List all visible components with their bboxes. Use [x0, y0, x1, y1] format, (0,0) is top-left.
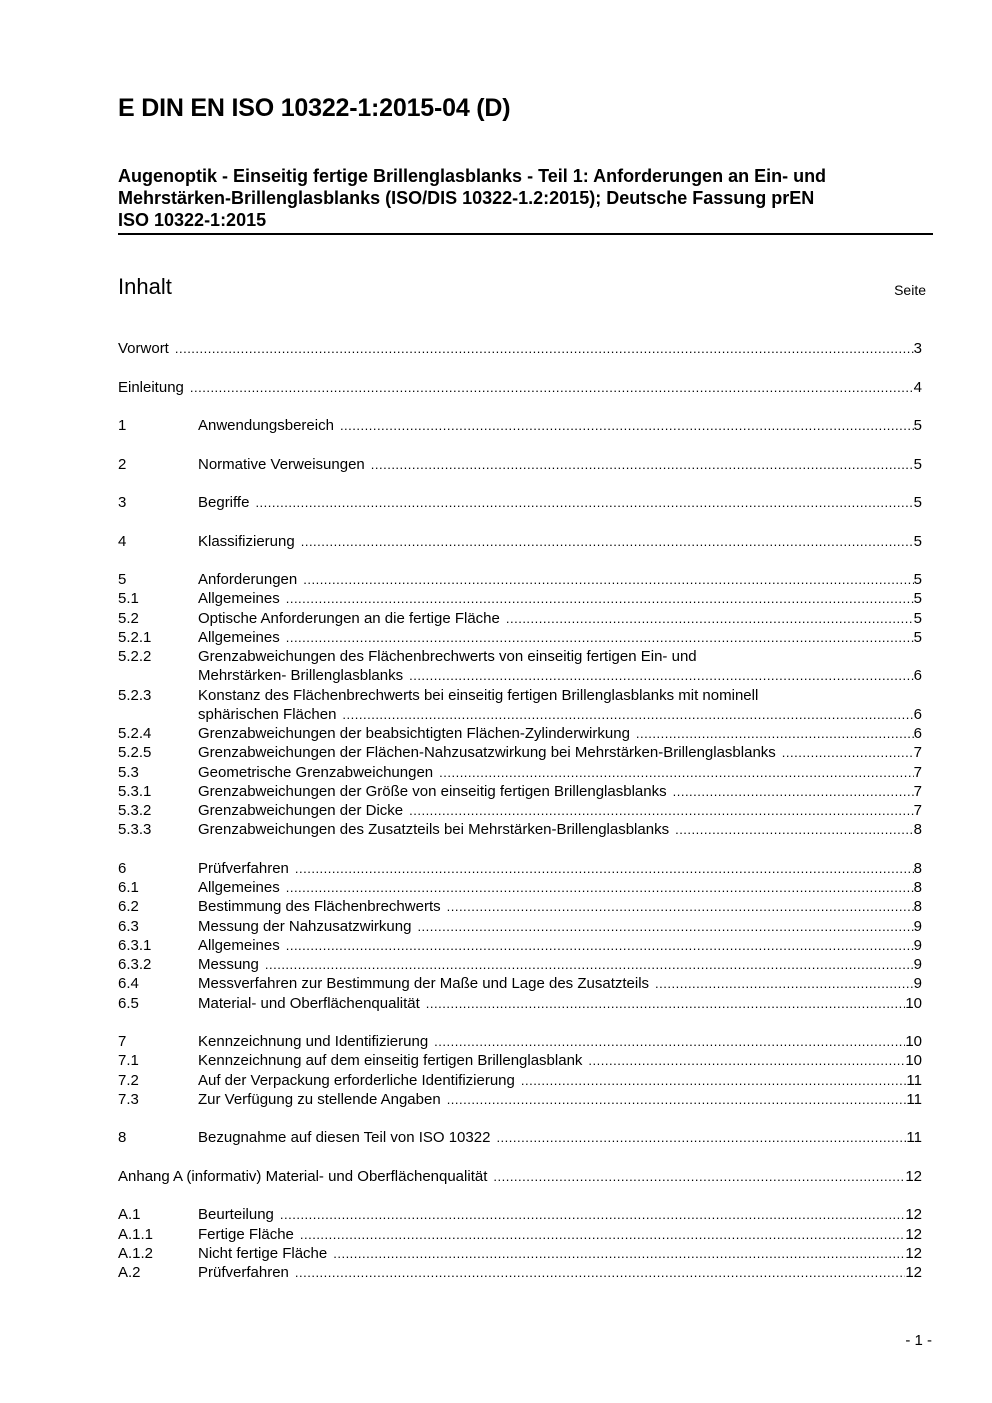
toc-entry-title: Geometrische Grenzabweichungen	[198, 763, 434, 781]
toc-heading: Inhalt	[118, 274, 172, 299]
toc-leader-dots	[286, 628, 914, 647]
toc-entry-page: 10	[905, 994, 922, 1012]
document-id: E DIN EN ISO 10322-1:2015-04 (D)	[118, 94, 511, 122]
toc-entry-page: 12	[905, 1225, 922, 1243]
toc-entry-page: 5	[913, 590, 922, 608]
toc-entry-title: Klassifizierung	[198, 532, 295, 550]
toc-entry-page: 9	[913, 975, 922, 993]
toc-entry-number: 6.3.1	[118, 936, 152, 954]
toc-entry[interactable]	[118, 532, 922, 551]
toc-leader-dots	[447, 897, 914, 916]
toc-entry[interactable]	[118, 1205, 922, 1224]
toc-entry-page: 7	[913, 744, 922, 762]
toc-entry-page: 8	[913, 859, 922, 877]
subtitle-line: Mehrstärken-Brillenglasblanks (ISO/DIS 10322-1.2:2015); Deutsche Fassung prEN	[118, 188, 815, 208]
toc-entry-page: 5	[913, 532, 922, 550]
toc-entry[interactable]	[118, 955, 922, 974]
toc-leader-dots	[280, 1205, 905, 1224]
toc-entry-number: 6.4	[118, 975, 139, 993]
toc-entry-title: Allgemeines	[198, 936, 280, 954]
toc-leader-dots	[295, 859, 914, 878]
toc-entry-page: 6	[913, 705, 922, 723]
toc-leader-dots	[506, 609, 914, 628]
toc-leader-dots	[303, 570, 913, 589]
toc-entry[interactable]	[118, 686, 922, 725]
toc-entry-title: Kennzeichnung auf dem einseitig fertigen Brillenglasblank	[198, 1052, 583, 1070]
toc-entry[interactable]	[118, 974, 922, 993]
toc-entry[interactable]	[118, 897, 922, 916]
toc-entry-title: Kennzeichnung und Identifizierung	[198, 1033, 429, 1050]
toc-entry[interactable]	[118, 1244, 922, 1263]
toc-entry[interactable]	[118, 1051, 922, 1070]
toc-leader-dots	[636, 724, 914, 743]
toc-entry[interactable]	[118, 589, 922, 608]
toc-entry-title: Messverfahren zur Bestimmung der Maße und Lage des Zusatzteils	[198, 975, 650, 993]
toc-leader-dots	[675, 820, 914, 839]
toc-leader-dots	[426, 994, 906, 1013]
toc-entry[interactable]	[118, 339, 922, 358]
toc-entry[interactable]	[118, 820, 922, 839]
toc-entry-number: 4	[118, 532, 127, 550]
toc-leader-dots	[588, 1051, 905, 1070]
toc-entry[interactable]	[118, 801, 922, 820]
toc-entry-number: 7.1	[118, 1052, 139, 1070]
toc-leader-dots	[434, 1032, 905, 1051]
toc-entry-title-continued: Mehrstärken- Brillenglasblanks	[198, 667, 404, 685]
toc-entry-number: A.1.2	[118, 1244, 154, 1262]
toc-leader-dots	[342, 705, 913, 724]
toc-entry-page: 12	[905, 1264, 922, 1281]
toc-entry[interactable]	[118, 628, 922, 647]
toc-entry[interactable]	[118, 1128, 922, 1147]
toc-entry-page: 6	[913, 667, 922, 685]
toc-entry-page: 7	[913, 782, 922, 800]
toc-entry-title: Anwendungsbereich	[198, 417, 334, 434]
toc-entry[interactable]	[118, 859, 922, 878]
toc-entry-number: 5.2.4	[118, 725, 152, 742]
toc-entry-number: 5.2.1	[118, 628, 152, 646]
toc-leader-dots	[521, 1071, 907, 1090]
toc-entry[interactable]	[118, 782, 922, 801]
toc-entry-title: Grenzabweichungen der Größe von einseitig fertigen Brillenglasblanks	[198, 782, 667, 800]
toc-entry-number: 3	[118, 494, 127, 511]
toc-entry-page: 5	[913, 455, 922, 473]
toc-leader-dots	[409, 666, 914, 685]
toc-entry-title: Grenzabweichungen des Zusatzteils bei Mehrstärken-Brillenglasblanks	[198, 821, 670, 839]
toc-entry-number: 5.2	[118, 609, 139, 627]
toc-entry-number: 5.3.1	[118, 782, 152, 800]
toc-entry[interactable]	[118, 936, 922, 955]
title-rule	[118, 233, 933, 235]
toc-entry[interactable]	[118, 763, 922, 782]
toc-entry-title: Zur Verfügung zu stellende Angaben	[198, 1090, 441, 1108]
page-number: - 1 -	[905, 1332, 932, 1349]
toc-entry-number: 6.2	[118, 898, 139, 916]
toc-entry-title: Material- und Oberflächenqualität	[198, 994, 420, 1012]
toc-entry-page: 9	[913, 917, 922, 935]
toc-entry[interactable]	[118, 1032, 922, 1051]
toc-entry[interactable]	[118, 378, 922, 397]
toc-entry-page: 5	[913, 628, 922, 646]
toc-leader-dots	[409, 801, 914, 820]
toc-entry-title: Grenzabweichungen der Flächen-Nahzusatzwirkung bei Mehrstärken-Brillenglasblanks	[198, 744, 776, 762]
toc-entry[interactable]	[118, 609, 922, 628]
toc-entry[interactable]	[118, 455, 922, 474]
toc-leader-dots	[286, 589, 914, 608]
toc-entry-page: 4	[913, 378, 922, 396]
toc-leader-dots	[295, 1263, 905, 1282]
toc-entry-page: 6	[913, 725, 922, 742]
toc-entry-title: Vorwort	[118, 340, 169, 357]
toc-entry-number: 6.1	[118, 879, 139, 896]
toc-entry-number: A.1	[118, 1206, 141, 1224]
toc-entry-title: Messung der Nahzusatzwirkung	[198, 917, 412, 935]
toc-entry-number: 5.3.3	[118, 821, 152, 839]
toc-entry-title: Normative Verweisungen	[198, 455, 365, 473]
toc-entry-title: Prüfverfahren	[198, 1264, 289, 1281]
toc-entry[interactable]	[118, 917, 922, 936]
toc-entry-page: 7	[913, 763, 922, 781]
toc-entry-number: 7.3	[118, 1090, 139, 1108]
toc-leader-dots	[301, 532, 914, 551]
toc-entry[interactable]	[118, 416, 922, 435]
toc-entry[interactable]	[118, 1071, 922, 1090]
toc-entry[interactable]	[118, 1263, 922, 1282]
toc-entry-number: 6.3.2	[118, 956, 152, 973]
toc-leader-dots	[300, 1225, 905, 1244]
toc-leader-dots	[255, 493, 913, 512]
page-column-label: Seite	[894, 282, 926, 298]
toc-entry[interactable]	[118, 570, 922, 589]
toc-entry-title: Einleitung	[118, 378, 184, 396]
toc-leader-dots	[496, 1128, 906, 1147]
toc-leader-dots	[286, 936, 914, 955]
toc-entry[interactable]	[118, 1167, 922, 1186]
toc-leader-dots	[493, 1167, 905, 1186]
toc-entry-title: Fertige Fläche	[198, 1225, 294, 1243]
toc-entry-title: Bezugnahme auf diesen Teil von ISO 10322	[198, 1129, 491, 1147]
toc-leader-dots	[447, 1090, 907, 1109]
toc-entry-page: 10	[905, 1033, 922, 1050]
toc-entry-number: 6.5	[118, 994, 139, 1012]
toc-entry-number: 2	[118, 455, 127, 473]
toc-entry-title: Grenzabweichungen der beabsichtigten Flächen-Zylinderwirkung	[198, 725, 630, 742]
toc-entry[interactable]	[118, 878, 922, 897]
toc-entry-page: 5	[913, 417, 922, 434]
toc-leader-dots	[286, 878, 914, 897]
toc-entry-page: 12	[905, 1167, 922, 1185]
toc-entry-number: 6.3	[118, 917, 139, 935]
toc-leader-dots	[340, 416, 914, 435]
toc-entry-number: 5.1	[118, 590, 139, 608]
toc-entry-page: 8	[913, 879, 922, 896]
toc-leader-dots	[190, 378, 914, 397]
toc-entry-number: 5	[118, 571, 127, 588]
toc-entry-page: 11	[906, 1071, 922, 1089]
toc-leader-dots	[333, 1244, 905, 1263]
toc-entry-number: 7.2	[118, 1071, 139, 1089]
toc-entry-number: 1	[118, 417, 127, 434]
toc-entry-number: 5.3	[118, 763, 139, 781]
toc-entry-title-continued: sphärischen Flächen	[198, 705, 337, 723]
toc-entry-page: 3	[913, 340, 922, 357]
toc-entry-page: 8	[913, 821, 922, 839]
toc-leader-dots	[265, 955, 914, 974]
toc-entry[interactable]	[118, 724, 922, 743]
toc-leader-dots	[655, 974, 914, 993]
subtitle-line: Augenoptik - Einseitig fertige Brillenglasblanks - Teil 1: Anforderungen an Ein- und	[118, 166, 827, 186]
toc-entry-title: Bestimmung des Flächenbrechwerts	[198, 898, 441, 916]
toc-entry[interactable]	[118, 1225, 922, 1244]
toc-entry-title: Allgemeines	[198, 628, 280, 646]
toc-entry-page: 12	[905, 1244, 922, 1262]
toc-entry-number: 6	[118, 859, 127, 877]
toc-entry-title: Grenzabweichungen der Dicke	[198, 802, 404, 819]
toc-entry-title: Anforderungen	[198, 571, 298, 588]
toc-entry-page: 11	[906, 1090, 922, 1108]
toc-entry-number: 5.2.3	[118, 686, 152, 704]
table-of-contents	[118, 339, 922, 1282]
toc-entry-title: Prüfverfahren	[198, 859, 289, 877]
toc-entry[interactable]	[118, 743, 922, 762]
toc-entry-page: 8	[913, 898, 922, 916]
toc-entry-number: 8	[118, 1129, 127, 1147]
toc-entry-title: Grenzabweichungen des Flächenbrechwerts von einseitig fertigen Ein- und	[198, 648, 697, 665]
toc-entry[interactable]	[118, 1090, 922, 1109]
document-subtitle	[118, 165, 918, 231]
toc-entry-page: 12	[905, 1206, 922, 1224]
toc-entry-title: Messung	[198, 956, 259, 973]
toc-entry-title: Konstanz des Flächenbrechwerts bei einseitig fertigen Brillenglasblanks mit nominell	[198, 686, 759, 704]
toc-entry-number: 5.3.2	[118, 802, 152, 819]
toc-entry-title: Anhang A (informativ) Material- und Oberflächenqualität	[118, 1167, 488, 1185]
toc-entry-page: 9	[913, 936, 922, 954]
toc-entry-title: Begriffe	[198, 494, 250, 511]
toc-entry-page: 5	[913, 571, 922, 588]
toc-entry-page: 5	[913, 494, 922, 511]
toc-entry-number: 7	[118, 1033, 127, 1050]
toc-entry-number: 5.2.2	[118, 648, 152, 665]
subtitle-line: ISO 10322-1:2015	[118, 210, 267, 230]
toc-entry-page: 7	[913, 802, 922, 819]
toc-entry-page: 9	[913, 956, 922, 973]
toc-entry-title: Allgemeines	[198, 879, 280, 896]
toc-leader-dots	[417, 917, 913, 936]
toc-entry-title: Optische Anforderungen an die fertige Fläche	[198, 609, 500, 627]
toc-leader-dots	[439, 763, 914, 782]
toc-leader-dots	[175, 339, 914, 358]
toc-entry-title: Beurteilung	[198, 1206, 274, 1224]
toc-entry[interactable]	[118, 493, 922, 512]
toc-entry-number: A.2	[118, 1264, 141, 1281]
toc-leader-dots	[371, 455, 914, 474]
toc-entry-title: Allgemeines	[198, 590, 280, 608]
toc-entry-page: 11	[906, 1129, 922, 1147]
toc-entry-page: 5	[913, 609, 922, 627]
toc-entry-number: A.1.1	[118, 1225, 154, 1243]
toc-leader-dots	[673, 782, 914, 801]
toc-entry[interactable]	[118, 647, 922, 686]
toc-entry-number: 5.2.5	[118, 744, 152, 762]
toc-leader-dots	[782, 743, 914, 762]
toc-entry-title: Nicht fertige Fläche	[198, 1244, 328, 1262]
toc-entry-title: Auf der Verpackung erforderliche Identifizierung	[198, 1071, 515, 1089]
toc-entry[interactable]	[118, 994, 922, 1013]
toc-entry-page: 10	[905, 1052, 922, 1070]
